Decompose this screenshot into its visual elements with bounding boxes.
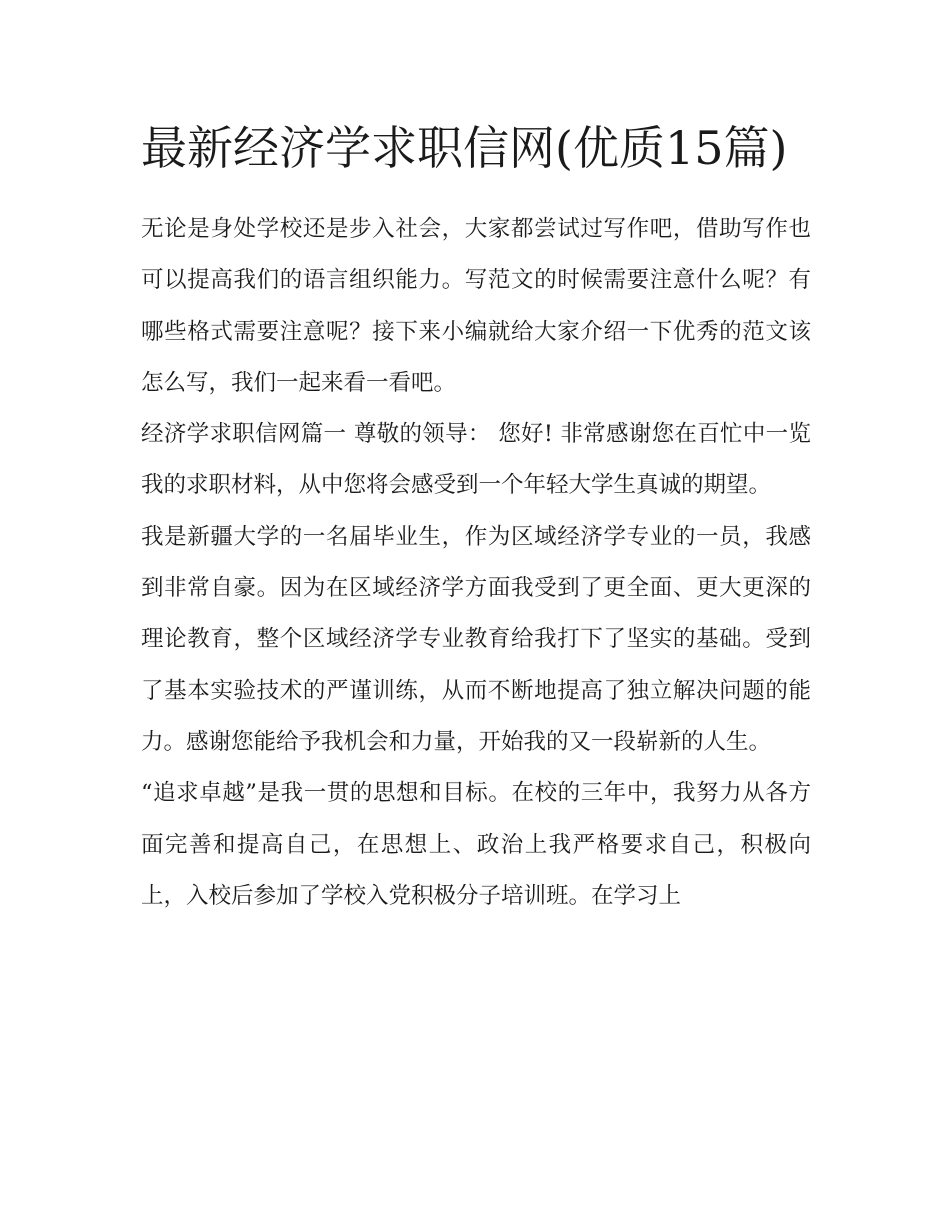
- salutation-paragraph: 经济学求职信网篇一 尊敬的领导： 您好! 非常感谢您在百忙中一览我的求职材料，从中您将会感受到一个年轻大学生真诚的期望。: [141, 421, 811, 499]
- excellence-paragraph: “追求卓越”是我一贯的思想和目标。在校的三年中，我努力从各方面完善和提高自己，在思想上、政治上我严格要求自己，积极向上，入校后参加了学校入党积极分子培训班。在学习上: [141, 780, 811, 909]
- document-title: 最新经济学求职信网(优质15篇): [141, 121, 788, 175]
- intro-paragraph: 无论是身处学校还是步入社会，大家都尝试过写作吧，借助写作也可以提高我们的语言组织能力。写范文的时候需要注意什么呢？有哪些格式需要注意呢？接下来小编就给大家介绍一下优秀的范文该怎么写，我们一起来看一看吧。: [141, 216, 811, 396]
- document-body: [141, 112, 811, 922]
- self-introduction-paragraph: 我是新疆大学的一名届毕业生，作为区域经济学专业的一员，我感到非常自豪。因为在区域经济学方面我受到了更全面、更大更深的理论教育，整个区域经济学专业教育给我打下了坚实的基础。受到了基本实验技术的严谨训练，从而不断地提高了独立解决问题的能力。感谢您能给予我机会和力量，开始我的又一段崭新的人生。: [141, 523, 811, 755]
